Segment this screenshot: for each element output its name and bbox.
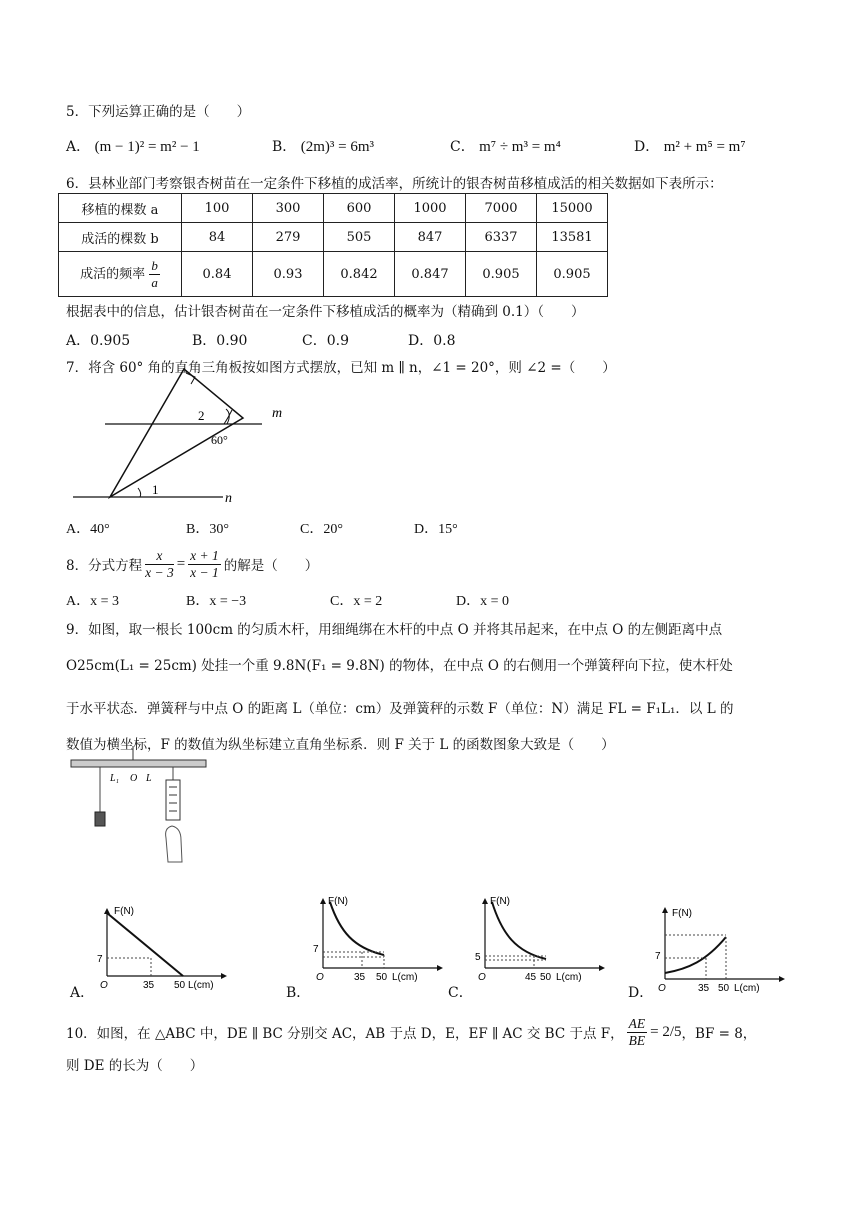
table-cell: 0.905 [537,252,608,297]
q9-option-b[interactable]: B． [286,985,311,1001]
graph-a [90,900,230,995]
q7-option-a[interactable]: A．40° [66,522,110,537]
equals-sign: = [176,555,186,572]
q9-option-d[interactable]: D． [628,985,654,1001]
label-O: O [130,773,138,784]
graph-b-origin: O [316,972,324,983]
label-L: L [146,773,152,784]
fraction-numerator: b [151,257,158,273]
q8-option-c[interactable]: C．x = 2 [330,594,383,609]
table-cell: 7000 [466,194,537,223]
fraction-denominator: a [151,274,158,290]
graph-c-xtick: 45 [525,972,537,983]
graph-d-xlabel: L(cm) [734,983,760,994]
table-header-planted: 移植的棵数 a [59,194,182,223]
table-cell: 0.847 [395,252,466,297]
option-key: B． [272,139,297,155]
ae-over-be-fraction [627,1016,648,1049]
graph-d-xtick: 35 [698,983,710,994]
graph-d-origin: O [658,983,666,994]
label-m: m [272,406,283,421]
table-cell: 505 [324,223,395,252]
table-cell: 84 [182,223,253,252]
fraction-denominator: BE [628,1032,646,1048]
graph-a-origin: O [100,980,108,991]
option-key: A． [66,139,91,155]
graph-d-curve [665,937,726,973]
q8-prefix: 8．分式方程 [66,558,143,574]
table-cell: 847 [395,223,466,252]
fraction-denominator: x − 1 [190,564,219,580]
graph-b-xtick: 50 [376,972,388,983]
graph-a-xtick: 50 [174,980,186,991]
graph-c [468,892,608,987]
option-expr: (2m)³ = 6m³ [300,139,375,155]
frequency-label: 成活的频率 [80,266,146,282]
q8-option-b[interactable]: B．x = −3 [186,594,247,609]
table-cell: 0.93 [253,252,324,297]
label-n: n [225,491,232,506]
option-expr: (m − 1)² = m² − 1 [94,139,200,155]
q8-suffix: 的解是（ ） [223,558,319,574]
table-cell: 279 [253,223,324,252]
q6-option-a[interactable]: A．0.905 [66,333,131,349]
graph-a-line [107,913,183,976]
weight-block [95,812,105,826]
graph-d [648,903,788,998]
fraction-value: = 2/5 [650,1023,682,1040]
label-angle-1: 1 [152,482,159,497]
fraction-numerator: x [145,548,174,565]
wooden-rod [71,760,206,767]
q8-option-a[interactable]: A．x = 3 [66,594,120,609]
graph-b-curve [330,902,384,955]
hand-icon [166,826,182,862]
q6-stem: 6．县林业部门考察银杏树苗在一定条件下移植的成活率，所统计的银杏树苗移植成活的相关数据如下表所示： [66,176,723,192]
label-L1: L₁ [110,773,120,784]
table-cell: 600 [324,194,395,223]
q10-line-2: 则 DE 的长为（ ） [66,1058,204,1074]
graph-d-ylabel: F(N) [672,908,692,919]
table-cell: 15000 [537,194,608,223]
graph-c-xlabel: L(cm) [556,972,582,983]
q9-line-4: 数值为横坐标，F 的数值为纵坐标建立直角坐标系．则 F 关于 L 的函数图象大致是（ ） [66,737,615,753]
q7-option-c[interactable]: C．20° [300,522,343,537]
q9-option-c[interactable]: C． [448,985,473,1001]
graph-d-ytick: 7 [655,951,661,962]
graph-c-origin: O [478,972,486,983]
q7-option-d[interactable]: D．15° [414,522,458,537]
spring-scale [166,780,180,820]
q9-option-a[interactable]: A． [70,985,95,1001]
table-header-survived: 成活的棵数 b [59,223,182,252]
q6-option-b[interactable]: B．0.90 [192,333,248,349]
graph-a-ytick: 7 [97,954,103,965]
option-key: D． [634,139,660,155]
option-key: C． [450,139,475,155]
q7-option-b[interactable]: B．30° [186,522,229,537]
graph-b [306,892,446,987]
q8-option-d[interactable]: D．x = 0 [456,594,510,609]
q9-line-2: O25cm(L₁ = 25cm) 处挂一个重 9.8N(F₁ = 9.8N) 的物体，在中点 O 的右侧用一个弹簧秤向下拉，使木杆处 [66,658,733,674]
q6-question: 根据表中的信息，估计银杏树苗在一定条件下移植成活的概率为（精确到 0.1）（ ） [66,304,585,320]
table-cell: 100 [182,194,253,223]
label-angle-2: 2 [198,408,205,423]
table-cell: 300 [253,194,324,223]
q10-prefix: 10．如图，在 △ABC 中，DE ∥ BC 分别交 AC，AB 于点 D，E，EF ∥ AC 交 BC 于点 F， [66,1026,624,1042]
table-cell: 0.84 [182,252,253,297]
q6-option-c[interactable]: C．0.9 [302,333,349,349]
table-cell: 0.842 [324,252,395,297]
fraction-denominator: x − 3 [145,564,174,580]
q6-option-d[interactable]: D．0.8 [408,333,456,349]
option-expr: m⁷ ÷ m³ = m⁴ [479,139,561,155]
graph-d-xtick: 50 [718,983,730,994]
q10-suffix: ，BF = 8， [681,1026,757,1042]
table-cell: 1000 [395,194,466,223]
q5-stem: 5．下列运算正确的是（ ） [66,104,251,120]
fraction-numerator: AE [628,1015,646,1031]
q9-line-3: 于水平状态．弹簧秤与中点 O 的距离 L（单位：cm）及弹簧秤的示数 F（单位：N）满足 FL = F₁L₁．以 L 的 [66,701,734,717]
table-cell: 13581 [537,223,608,252]
q7-stem: 7．将含 60° 角的直角三角板按如图方式摆放，已知 m ∥ n，∠1 = 20°，则 ∠2 =（ ） [66,360,616,376]
graph-b-ylabel: F(N) [328,896,348,907]
option-expr: m² + m⁵ = m⁷ [663,139,746,155]
graph-c-xtick: 50 [540,972,552,983]
graph-b-xtick: 35 [354,972,366,983]
table-cell: 0.905 [466,252,537,297]
graph-a-ylabel: F(N) [114,906,134,917]
fraction-numerator: x + 1 [190,547,219,563]
q10-line-1 [66,1010,756,1054]
graph-c-ytick: 5 [475,952,481,963]
graph-c-curve [492,902,546,959]
graph-b-xlabel: L(cm) [392,972,418,983]
graph-a-xtick: 35 [143,980,155,991]
graph-a-xlabel: L(cm) [188,980,214,991]
label-60-degree: 60° [211,433,228,447]
table-cell: 6337 [466,223,537,252]
graph-c-ylabel: F(N) [490,896,510,907]
q9-line-1: 9．如图，取一根长 100cm 的匀质木杆，用细绳绑在木杆的中点 O 并将其吊起来，在中点 O 的左侧距离中点 [66,622,723,638]
graph-b-ytick: 7 [313,944,319,955]
